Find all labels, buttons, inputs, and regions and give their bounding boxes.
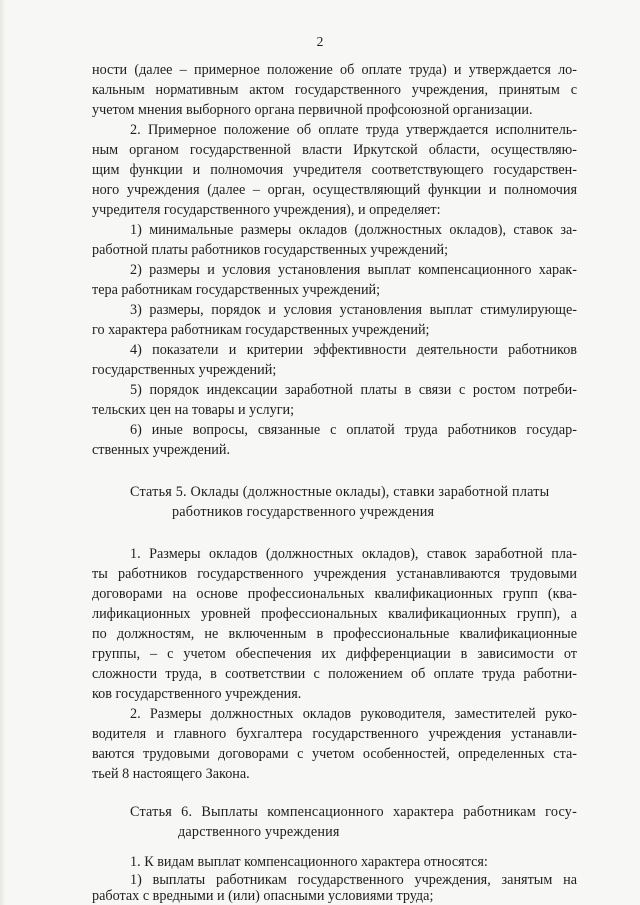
text-line: 1) выплаты работникам государственного учреждения, занятым на xyxy=(130,872,577,888)
text-line: учредителя государственного учреждения), и определяет: xyxy=(92,202,441,218)
article-6-heading: Статья 6. Выплаты компенсационного характера работникам госу- xyxy=(130,804,577,820)
text-line: ваются трудовыми договорами с учетом особенностей, определенных ста- xyxy=(92,746,577,762)
article-6-heading: дарственного учреждения xyxy=(178,824,340,840)
text-line: ным органом государственной власти Иркутской области, осуществляю- xyxy=(92,142,577,158)
text-line: сложности труда, в соответствии с положением об оплате труда работни- xyxy=(92,666,577,682)
text-line: ного учреждения (далее – орган, осуществляющий функции и полномочия xyxy=(92,182,577,198)
text-line: тельских цен на товары и услуги; xyxy=(92,402,295,418)
text-line: 5) порядок индексации заработной платы в связи с ростом потреби- xyxy=(130,382,577,398)
article-5-heading: Статья 5. Оклады (должностные оклады), ставки заработной платы xyxy=(130,484,550,500)
text-line: группы, – с учетом обеспечения их дифференциации в зависимости от xyxy=(92,646,577,662)
text-line: 2. Примерное положение об оплате труда утверждается исполнитель- xyxy=(130,122,577,138)
text-line: 1. Размеры окладов (должностных окладов), ставок заработной пла- xyxy=(130,546,577,562)
text-line: 2. Размеры должностных окладов руководителя, заместителей руко- xyxy=(130,706,577,722)
text-line: 4) показатели и критерии эффективности деятельности работников xyxy=(130,342,577,358)
text-line: лификационных уровней профессиональных квалификационных групп), а xyxy=(92,606,577,622)
text-line: водителя и главного бухгалтера государственного учреждения устанавли- xyxy=(92,726,577,742)
scan-edge xyxy=(0,0,6,905)
text-line: по должностям, не включенным в профессиональные квалификационные xyxy=(92,626,577,642)
text-line: ственных учреждений. xyxy=(92,442,231,458)
text-line: щим функции и полномочия учредителя соответствующего государствен- xyxy=(92,162,577,178)
text-line: договорами на основе профессиональных квалификационных групп (ква- xyxy=(92,586,577,602)
text-line: учетом мнения выборного органа первичной профсоюзной организации. xyxy=(92,102,533,118)
text-line: работной платы работников государственных учреждений; xyxy=(92,242,449,258)
text-line: 3) размеры, порядок и условия установления выплат стимулирующе- xyxy=(130,302,577,318)
text-line: ков государственного учреждения. xyxy=(92,686,302,702)
text-line: работах с вредными и (или) опасными условиями труда; xyxy=(92,888,434,904)
article-5-heading: работников государственного учреждения xyxy=(172,504,435,520)
text-line: го характера работникам государственных учреждений; xyxy=(92,322,430,338)
text-line: государственных учреждений; xyxy=(92,362,277,378)
text-line: ты работников государственного учреждения устанавливаются трудовыми xyxy=(92,566,577,582)
text-line: тера работникам государственных учреждений; xyxy=(92,282,381,298)
text-line: 2) размеры и условия установления выплат компенсационного харак- xyxy=(130,262,577,278)
text-line: 1) минимальные размеры окладов (должностных окладов), ставок за- xyxy=(130,222,577,238)
text-line: 1. К видам выплат компенсационного характера относятся: xyxy=(130,854,488,870)
page-number: 2 xyxy=(316,34,324,49)
text-line: ности (далее – примерное положение об оплате труда) и утверждается ло- xyxy=(92,62,577,78)
text-line: 6) иные вопросы, связанные с оплатой труда работников государ- xyxy=(130,422,577,438)
text-line: тьей 8 настоящего Закона. xyxy=(92,766,250,782)
text-line: кальным нормативным актом государственного учреждения, принятым с xyxy=(92,82,577,98)
